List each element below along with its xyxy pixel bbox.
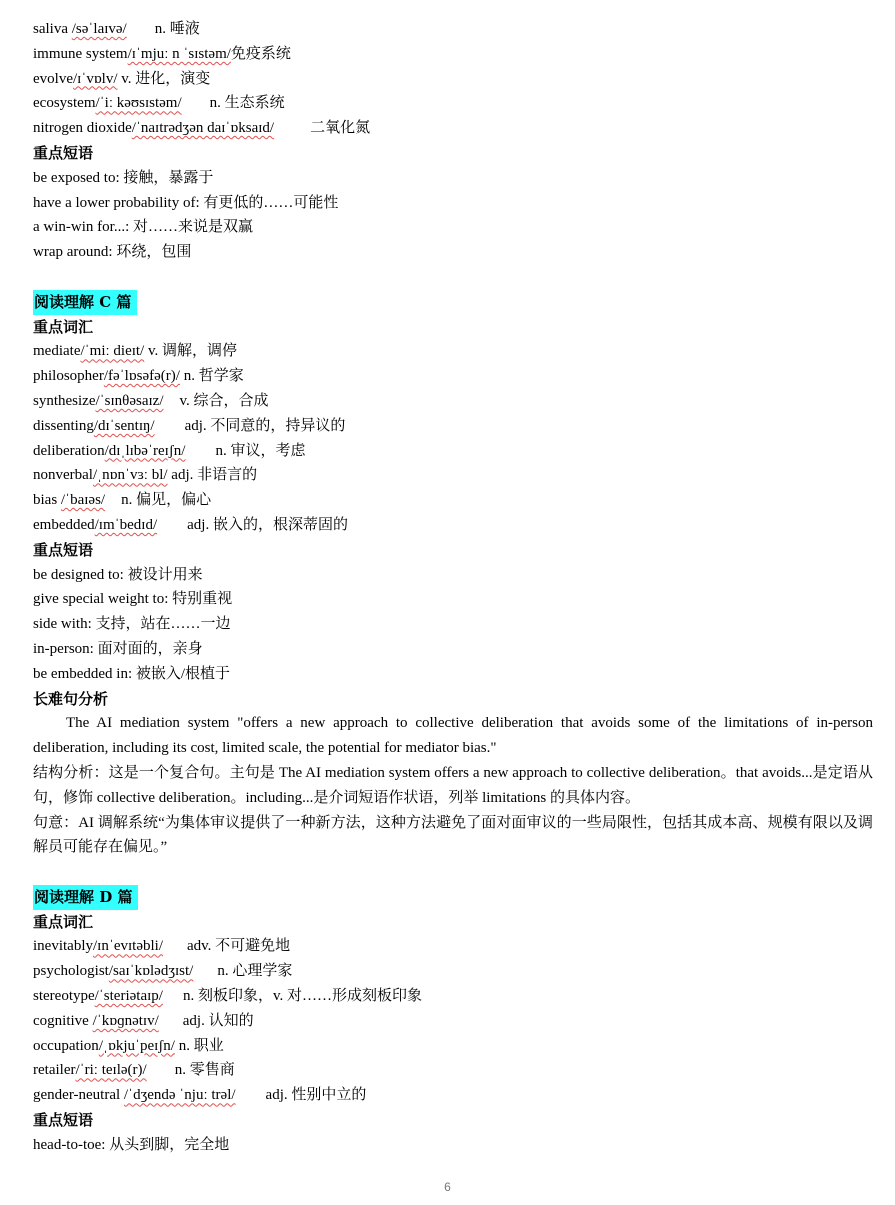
phrase-definition: 支持，站在……一边 <box>95 616 231 633</box>
vocab-phonetic: /saɪˈkɒlədʒɪst/ <box>108 963 194 980</box>
phrase-entry <box>33 166 873 191</box>
vocab-term: evolve <box>33 70 73 87</box>
vocab-definition: n. 刻板印象，v. 对……形成刻板印象 <box>182 988 422 1005</box>
phrase-definition: 从头到脚，完全地 <box>109 1136 230 1153</box>
vocab-phonetic: /dɪˌlɪbəˈreɪʃn/ <box>104 442 186 459</box>
phrase-entry <box>33 1133 873 1158</box>
vocab-phonetic: /ˈkɒɡnətɪv/ <box>92 1012 159 1029</box>
vocab-term: mediate <box>33 343 81 360</box>
phrase-definition: 对……来说是双赢 <box>132 219 253 236</box>
vocab-entry <box>33 389 873 414</box>
phrase-definition: 被嵌入/根植于 <box>135 665 231 682</box>
vocab-phonetic: /ˌɒkjuˈpeɪʃn/ <box>98 1037 175 1054</box>
vocab-phonetic: /ˈmiː dieɪt/ <box>80 343 145 360</box>
vocab-phonetic: /ˈsteriətaɪp/ <box>94 988 163 1005</box>
vocab-phonetic: /ˈriː teɪlə(r)/ <box>75 1062 147 1079</box>
vocab-term: retailer <box>33 1062 76 1079</box>
vocab-phonetic: /ˈsɪnθəsaɪz/ <box>95 392 164 409</box>
vocab-definition: adj. 嵌入的，根深蒂固的 <box>187 516 348 533</box>
vocab-entry <box>33 91 873 116</box>
vocab-term: embedded <box>33 516 95 533</box>
vocab-definition: v. 调解，调停 <box>147 343 238 360</box>
phrase-definition: 被设计用来 <box>127 566 203 583</box>
vocab-phonetic: /ˈbaɪəs/ <box>60 492 106 509</box>
phrase-term: head-to-toe: <box>33 1136 106 1153</box>
vocab-definition: n. 职业 <box>178 1037 224 1054</box>
vocab-term: occupation <box>33 1037 99 1054</box>
vocab-definition: 免疫系统 <box>230 45 291 62</box>
phrase-definition: 特别重视 <box>172 591 233 608</box>
section-d-header <box>33 885 873 910</box>
vocab-heading: 重点词汇 <box>33 317 94 336</box>
vocab-definition: adj. 性别中立的 <box>265 1087 367 1104</box>
phrase-term: in-person: <box>33 640 94 657</box>
section-c-header <box>33 290 873 315</box>
vocab-definition: n. 偏见，偏心 <box>121 492 212 509</box>
vocab-entry <box>33 1009 873 1034</box>
vocab-entry <box>33 414 873 439</box>
vocab-phonetic: /ɪnˈevɪtəbli/ <box>93 938 163 955</box>
difficult-sentence: The AI mediation system "offers a new approach to collective deliberation that avoids some of the limitations of in-person deliberation, including its cost, limited scale, the potential for mediator bias." <box>33 715 873 757</box>
vocab-phonetic: /ɪˈvɒlv/ <box>72 70 118 87</box>
vocab-term: ecosystem <box>33 95 96 112</box>
vocab-term: deliberation <box>33 442 105 459</box>
phrase-entry <box>33 637 873 662</box>
vocab-entry <box>33 984 873 1009</box>
vocab-term: psychologist <box>33 963 109 980</box>
vocab-phonetic: /ɪmˈbedɪd/ <box>94 516 158 533</box>
vocab-term: immune system <box>33 45 128 62</box>
vocab-term: bias <box>33 492 61 509</box>
phrase-term: have a lower probability of: <box>33 194 200 211</box>
vocab-definition: v. 进化，演变 <box>121 70 211 87</box>
vocab-term: synthesize <box>33 392 96 409</box>
vocab-phonetic: /ɪˈmjuː n ˈsɪstəm/ <box>127 45 231 62</box>
vocab-phonetic: /ˌnɒnˈvɜː bl/ <box>92 467 168 484</box>
phrase-definition: 有更低的……可能性 <box>203 194 339 211</box>
vocab-term: nitrogen dioxide <box>33 120 132 137</box>
vocab-entry <box>33 1083 873 1108</box>
vocab-entry <box>33 339 873 364</box>
vocab-entry <box>33 513 873 538</box>
phrase-term: give special weight to: <box>33 591 169 608</box>
phrases-heading: 重点短语 <box>33 143 94 162</box>
vocab-entry <box>33 1034 873 1059</box>
vocab-entry <box>33 1058 873 1083</box>
phrases-heading: 重点短语 <box>33 540 94 559</box>
vocab-term: stereotype <box>33 988 95 1005</box>
phrase-entry <box>33 240 873 265</box>
vocab-term: cognitive <box>33 1012 93 1029</box>
vocab-definition: n. 哲学家 <box>183 368 244 385</box>
vocab-entry <box>33 488 873 513</box>
phrase-term: be embedded in: <box>33 665 133 682</box>
phrase-entry <box>33 215 873 240</box>
phrase-term: a win-win for...: <box>33 219 130 236</box>
vocab-definition: v. 综合，合成 <box>179 392 269 409</box>
vocab-definition: adj. 不同意的，持异议的 <box>184 417 346 434</box>
vocab-term: philosopher <box>33 368 104 385</box>
phrase-term: be exposed to: <box>33 169 120 186</box>
vocab-definition: n. 审议，考虑 <box>215 442 306 459</box>
vocab-phonetic: /ˈnaɪtrədʒən daɪˈɒksaɪd/ <box>131 120 275 137</box>
structure-analysis: 结构分析：这是一个复合句。主句是 The AI mediation system offers a new approach to collective deliberation。that avoids...是定语从句，修饰 collective deliberation。including...是介词短语作状语，列举 limitations 的具体内容。 <box>33 764 873 806</box>
sentence-meaning: 句意：AI 调解系统“为集体审议提供了一种新方法，这种方法避免了面对面审议的一些局限性，包括其成本高、规模有限以及调解员可能存在偏见。” <box>33 814 873 856</box>
vocab-entry <box>33 364 873 389</box>
phrase-definition: 面对面的，亲身 <box>97 640 203 657</box>
vocab-phonetic: /fəˈlɒsəfə(r)/ <box>103 368 180 385</box>
vocab-entry <box>33 439 873 464</box>
vocab-entry <box>33 17 873 42</box>
vocab-term: inevitably <box>33 938 93 955</box>
vocab-definition: n. 生态系统 <box>209 95 285 112</box>
vocab-term: gender-neutral <box>33 1087 124 1104</box>
phrase-entry <box>33 662 873 687</box>
phrase-entry <box>33 191 873 216</box>
vocab-phonetic: /səˈlaɪvə/ <box>71 21 127 37</box>
vocab-definition: n. 零售商 <box>174 1062 235 1079</box>
vocab-term: saliva <box>33 21 72 37</box>
vocab-entry <box>33 934 873 959</box>
phrases-heading: 重点短语 <box>33 1111 94 1130</box>
vocab-entry <box>33 116 873 141</box>
phrase-term: wrap around: <box>33 244 113 261</box>
vocab-entry <box>33 42 873 67</box>
vocab-term: dissenting <box>33 417 94 434</box>
vocab-definition: n. 唾液 <box>154 21 200 37</box>
vocab-heading: 重点词汇 <box>33 912 94 931</box>
vocab-definition: n. 心理学家 <box>217 963 293 980</box>
vocab-entry <box>33 959 873 984</box>
vocab-phonetic: /ˈdʒendə ˈnjuː trəl/ <box>123 1087 236 1104</box>
vocab-definition: adj. 非语言的 <box>171 467 258 484</box>
phrase-entry <box>33 563 873 588</box>
section-d-title: 阅读理解 D 篇 <box>33 885 138 910</box>
vocab-definition: adj. 认知的 <box>182 1012 254 1029</box>
phrase-term: be designed to: <box>33 566 124 583</box>
page-number: 6 <box>444 1180 451 1194</box>
vocab-phonetic: /dɪˈsentɪŋ/ <box>93 417 155 434</box>
vocab-phonetic: /ˈiː kəʊsɪstəm/ <box>95 95 182 112</box>
vocab-term: nonverbal <box>33 467 93 484</box>
vocab-entry <box>33 67 873 92</box>
vocab-entry <box>33 463 873 488</box>
phrase-term: side with: <box>33 616 92 633</box>
vocab-definition: 二氧化氮 <box>310 120 371 137</box>
phrase-entry <box>33 612 873 637</box>
section-c-title: 阅读理解 C 篇 <box>33 290 137 315</box>
phrase-definition: 环绕，包围 <box>116 244 192 261</box>
vocab-definition: adv. 不可避免地 <box>186 938 291 955</box>
analysis-heading: 长难句分析 <box>33 689 109 708</box>
phrase-entry <box>33 587 873 612</box>
phrase-definition: 接触，暴露于 <box>123 169 214 186</box>
